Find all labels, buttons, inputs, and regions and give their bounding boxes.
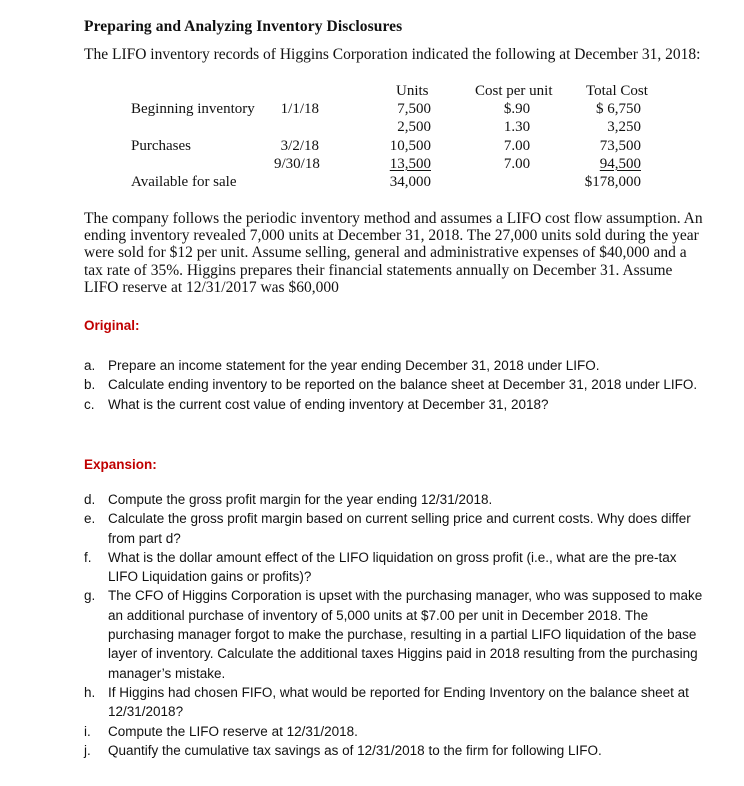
question-text: Compute the gross profit margin for the year ending 12/31/2018. <box>108 492 493 507</box>
question-letter: j. <box>84 742 91 758</box>
question-letter: c. <box>84 396 95 412</box>
row-cost-per-unit: 1.30 <box>503 119 531 136</box>
question-item <box>84 375 704 394</box>
row-date: 9/30/18 <box>274 155 320 172</box>
header-cost-per-unit: Cost per unit <box>475 83 553 99</box>
question-text: What is the dollar amount effect of the LIFO liquidation on gross profit (i.e., what are the pre-tax LIFO Liquidation gains or profits)? <box>108 549 677 585</box>
row-label: Beginning inventory <box>131 101 255 118</box>
question-item <box>84 548 704 587</box>
question-item <box>84 395 704 414</box>
header-units: Units <box>396 83 429 99</box>
original-questions <box>84 356 704 414</box>
row-cost-per-unit: $.90 <box>503 101 531 118</box>
question-item <box>84 490 704 509</box>
row-total-cost: $178,000 <box>584 173 641 190</box>
question-letter: a. <box>84 358 96 373</box>
intro-paragraph: The LIFO inventory records of Higgins Corporation indicated the following at December 31, 2018: <box>84 46 701 63</box>
question-letter: f. <box>84 549 92 565</box>
row-label: Purchases <box>131 137 191 154</box>
question-letter: g. <box>84 588 96 604</box>
question-text: The CFO of Higgins Corporation is upset with the purchasing manager, who was supposed to make an additional purchase of inventory of 5,000 units at $7.00 per unit in December 2018. The purchasing manager forgot to make the purchase, resulting in a partial LIFO liquidation of the base layer of inventory. Calculate the additional taxes Higgins paid in 2018 resulting from the purchasing manager’s mistake. <box>108 588 703 681</box>
row-total-cost: 73,500 <box>599 137 641 154</box>
row-date: 1/1/18 <box>280 101 319 118</box>
row-cost-per-unit: 7.00 <box>503 137 531 154</box>
original-heading: Original: <box>84 318 140 333</box>
row-units: 13,500 <box>389 155 431 172</box>
table-total-row <box>84 173 704 191</box>
question-item <box>84 683 704 722</box>
question-text: What is the current cost value of ending inventory at December 31, 2018? <box>108 396 549 412</box>
inventory-table <box>84 82 704 191</box>
question-item <box>84 509 704 548</box>
question-text: Quantify the cumulative tax savings as of 12/31/2018 to the firm for following LIFO. <box>108 742 602 758</box>
question-text: If Higgins had chosen FIFO, what would be reported for Ending Inventory on the balance sheet at 12/31/2018? <box>108 684 689 720</box>
question-letter: e. <box>84 511 96 527</box>
document-title: Preparing and Analyzing Inventory Disclosures <box>84 18 403 35</box>
question-item <box>84 586 704 682</box>
table-header-row <box>84 82 704 100</box>
question-item <box>84 356 704 375</box>
question-letter: i. <box>84 723 91 739</box>
question-text: Calculate the gross profit margin based on current selling price and current costs. Why does differ from part d? <box>108 511 691 546</box>
question-text: Compute the LIFO reserve at 12/31/2018. <box>108 723 358 739</box>
row-units: 34,000 <box>389 173 431 190</box>
table-row <box>84 100 704 118</box>
row-date: 3/2/18 <box>280 137 319 154</box>
table-row <box>84 118 704 136</box>
question-item <box>84 722 704 741</box>
table-row <box>84 155 704 173</box>
question-letter: b. <box>84 377 96 393</box>
expansion-heading: Expansion: <box>84 457 157 472</box>
question-letter: d. <box>84 492 96 507</box>
row-units: 2,500 <box>397 119 431 136</box>
row-units: 10,500 <box>389 137 431 154</box>
row-units: 7,500 <box>397 101 431 118</box>
table-row <box>84 137 704 155</box>
question-letter: h. <box>84 684 96 700</box>
question-text: Calculate ending inventory to be reported on the balance sheet at December 31, 2018 under LIFO. <box>108 377 698 393</box>
row-cost-per-unit: 7.00 <box>503 155 531 172</box>
row-label: Available for sale <box>131 173 237 190</box>
row-total-cost: 3,250 <box>607 119 641 136</box>
row-total-cost: 94,500 <box>599 155 641 172</box>
row-total-cost: $ 6,750 <box>596 101 641 118</box>
question-item <box>84 741 704 760</box>
expansion-questions <box>84 490 704 760</box>
assumptions-paragraph: The company follows the periodic inventory method and assumes a LIFO cost flow assumption. An ending inventory revealed 7,000 units at December 31, 2018. The 27,000 units sold during the year were sold for $12 per unit. Assume selling, general and administrative expenses of $40,000 and a tax rate of 35%. Higgins prepares their financial statements annually on December 31. Assume LIFO reserve at 12/31/2017 was $60,000 <box>84 210 703 296</box>
header-total-cost: Total Cost <box>586 83 648 99</box>
question-text: Prepare an income statement for the year ending December 31, 2018 under LIFO. <box>108 358 600 373</box>
